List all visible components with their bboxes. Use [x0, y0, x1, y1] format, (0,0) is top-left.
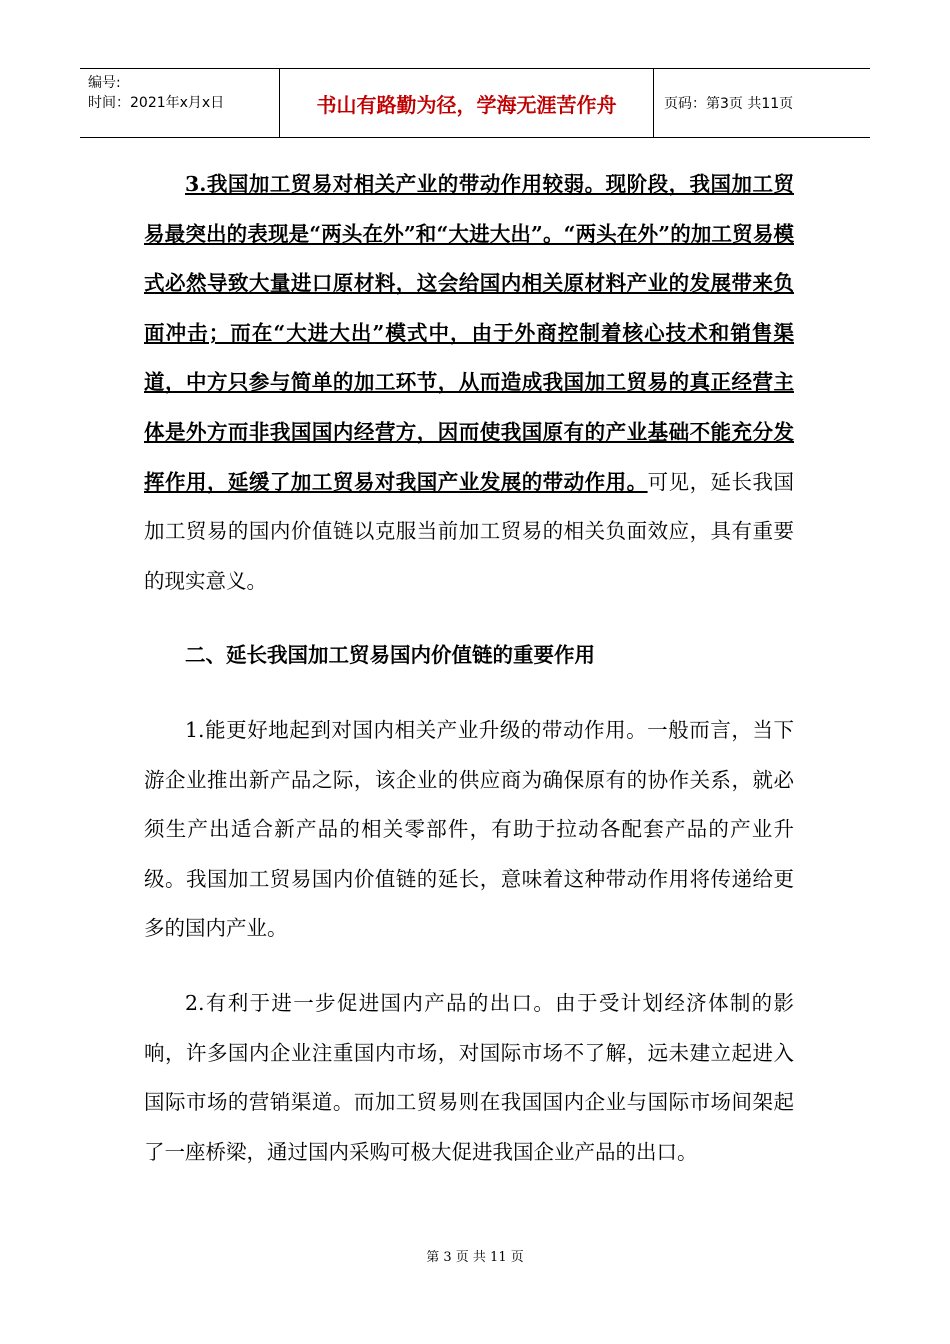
paragraph-1-rest: 可见，延长我国加工贸易的国内价值链以克服当前加工贸易的相关负面效应，具有重要的现实意义。 [144, 469, 795, 593]
page-header [80, 68, 870, 138]
number-label: 编号: [88, 75, 121, 91]
time-label: 时间：2021年x月x日 [88, 95, 225, 111]
paragraph-2: 1.能更好地起到对国内相关产业升级的带动作用。一般而言，当下游企业推出新产品之际，该企业的供应商为确保原有的协作关系，就必须生产出适合新产品的相关零部件，有助于拉动各配套产品的产业升级。我国加工贸易国内价值链的延长，意味着这种带动作用将传递给更多的国内产业。 [144, 717, 794, 941]
header-meta [80, 69, 280, 137]
page-footer: 第 3 页 共 11 页 [426, 1250, 524, 1265]
section-heading: 二、延长我国加工贸易国内价值链的重要作用 [185, 643, 595, 668]
paragraph-3: 2.有利于进一步促进国内产品的出口。由于受计划经济体制的影响，许多国内企业注重国内市场，对国际市场不了解，远未建立起进入国际市场的营销渠道。而加工贸易则在我国国内企业与国际市场间架起了一座桥梁，通过国内采购可极大促进我国企业产品的出口。 [144, 990, 794, 1164]
header-page-info: 页码：第3页 共11页 [664, 96, 794, 112]
document-body [144, 160, 794, 1177]
paragraph-1-emphasis: 3.我国加工贸易对相关产业的带动作用较弱。现阶段，我国加工贸易最突出的表现是“两头在外”和“大进大出”。“两头在外”的加工贸易模式必然导致大量进口原材料，这会给国内相关原材料产业的发展带来负面冲击；而在“大进大出”模式中，由于外商控制着核心技术和销售渠道，中方只参与简单的加工环节，从而造成我国加工贸易的真正经营主体是外方而非我国国内经营方，因而使我国原有的产业基础不能充分发挥作用，延缓了加工贸易对我国产业发展的带动作用。 [144, 172, 794, 494]
paragraph-1 [144, 160, 794, 606]
header-motto: 书山有路勤为径，学海无涯苦作舟 [280, 69, 654, 137]
